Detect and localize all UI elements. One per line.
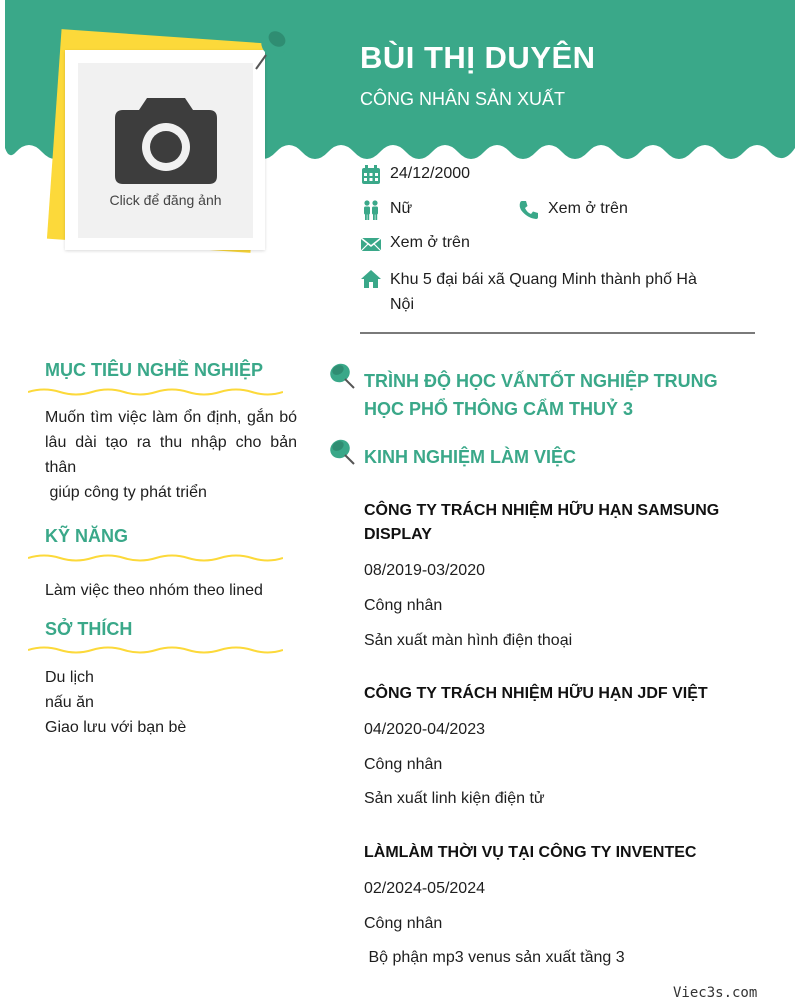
- job-description: Sản xuất màn hình điện thoại: [364, 632, 573, 649]
- hobby-item: nấu ăn: [45, 694, 94, 711]
- wavy-underline: [28, 387, 283, 397]
- job-title: CÔNG NHÂN SẢN XUẤT: [360, 89, 566, 109]
- objective-text-continued: giúp công ty phát triển: [45, 484, 207, 501]
- company-line-2: DISPLAY: [364, 526, 432, 543]
- job-company: LÀMLÀM THỜI VỤ TẠI CÔNG TY INVENTEC: [364, 844, 697, 861]
- contact-birthday: [360, 165, 470, 185]
- job-period: 08/2019-03/2020: [364, 562, 485, 579]
- contact-address: [360, 269, 697, 317]
- job-description: Bộ phận mp3 venus sản xuất tầng 3: [364, 949, 625, 966]
- upload-photo-button[interactable]: [78, 63, 253, 238]
- education-title-line-2: HỌC PHỔ THÔNG CẨM THUỶ 3: [364, 399, 634, 419]
- avatar-area: [44, 30, 284, 270]
- email-icon: [360, 234, 382, 254]
- company-line-1: CÔNG TY TRÁCH NHIỆM HỮU HẠN SAMSUNG: [364, 502, 720, 519]
- hobby-item: Du lịch: [45, 669, 94, 686]
- photo-frame: [65, 50, 265, 250]
- hobbies-title: SỞ THÍCH: [45, 619, 133, 639]
- calendar-icon: [360, 165, 382, 185]
- wavy-underline: [28, 645, 283, 655]
- address-line-2: Nội: [390, 296, 415, 313]
- education-title: [364, 367, 754, 423]
- email-text: Xem ở trên: [390, 234, 470, 251]
- address-line-1: Khu 5 đại bái xã Quang Minh thành phố Hà: [390, 271, 697, 288]
- hobbies-list: [45, 665, 297, 740]
- job-period: 02/2024-05/2024: [364, 880, 485, 897]
- home-icon: [360, 269, 382, 289]
- job-position: Công nhân: [364, 756, 443, 773]
- pushpin-icon: [328, 438, 356, 466]
- skills-title: KỸ NĂNG: [45, 526, 129, 546]
- contact-phone: [518, 200, 628, 220]
- phone-icon: [518, 200, 540, 220]
- candidate-name: BÙI THỊ DUYÊN: [360, 40, 596, 75]
- skills-text: Làm việc theo nhóm theo lined: [45, 582, 263, 599]
- pushpin-icon: [250, 25, 290, 73]
- wavy-underline: [28, 553, 283, 563]
- job-period: 04/2020-04/2023: [364, 721, 485, 738]
- photo-caption: Click để đăng ảnh: [109, 191, 222, 208]
- gender-text: Nữ: [390, 200, 413, 217]
- job-company: CÔNG TY TRÁCH NHIỆM HỮU HẠN JDF VIỆT: [364, 685, 708, 702]
- job-position: Công nhân: [364, 597, 443, 614]
- contact-divider: [360, 332, 755, 334]
- job-position: Công nhân: [364, 915, 443, 932]
- objective-title: MỤC TIÊU NGHỀ NGHIỆP: [45, 360, 264, 380]
- watermark: Viec3s.com: [673, 985, 758, 1001]
- contact-gender: [360, 200, 412, 220]
- birthday-text: 24/12/2000: [390, 165, 471, 182]
- objective-text: Muốn tìm việc làm ổn định, gắn bó lâu dài tạo ra thu nhập cho bản thân: [45, 409, 297, 476]
- camera-icon: [113, 94, 219, 186]
- gender-icon: [360, 200, 382, 220]
- contact-email: [360, 234, 470, 254]
- education-title-line-1: TRÌNH ĐỘ HỌC VẤNTỐT NGHIỆP TRUNG: [364, 371, 718, 391]
- experience-title: KINH NGHIỆM LÀM VIỆC: [364, 447, 577, 467]
- hobby-item: Giao lưu với bạn bè: [45, 719, 187, 736]
- job-company: [364, 499, 754, 547]
- pushpin-icon: [328, 362, 356, 390]
- phone-text: Xem ở trên: [548, 200, 628, 217]
- job-description: Sản xuất linh kiện điện tử: [364, 790, 545, 807]
